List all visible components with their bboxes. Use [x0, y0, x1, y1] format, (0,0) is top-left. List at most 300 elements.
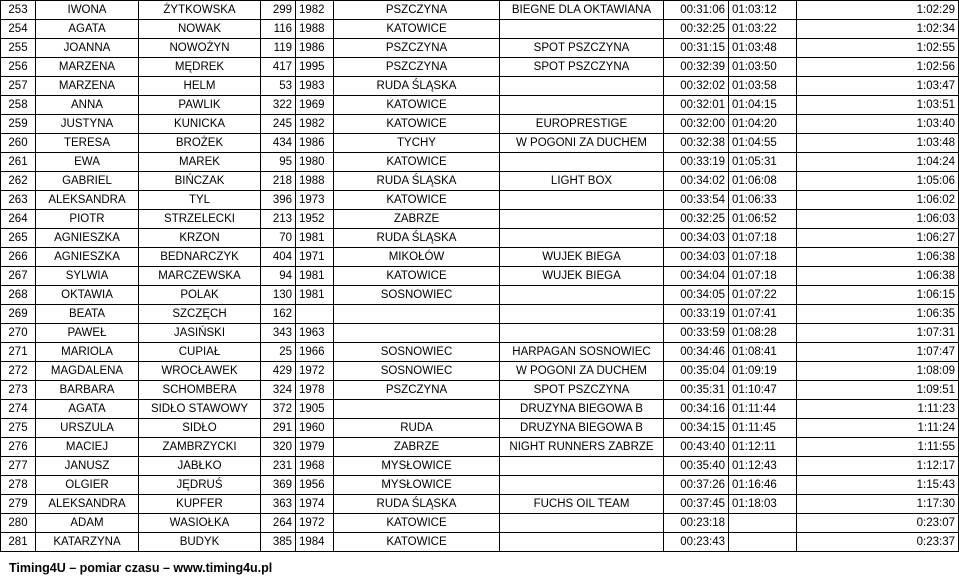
net-time-cell: 1:08:09 — [797, 362, 959, 381]
position-cell: 261 — [1, 153, 36, 172]
club-cell: NIGHT RUNNERS ZABRZE — [500, 438, 664, 457]
last-name-cell: POLAK — [139, 286, 261, 305]
gun-time-cell: 01:04:55 — [729, 134, 797, 153]
last-name-cell: BUDYK — [139, 533, 261, 552]
club-cell: SPOT PSZCZYNA — [500, 381, 664, 400]
last-name-cell: WROCŁAWEK — [139, 362, 261, 381]
last-name-cell: JABŁKO — [139, 457, 261, 476]
first-name-cell: EWA — [36, 153, 139, 172]
table-row — [1, 267, 959, 286]
birth-year-cell: 1981 — [296, 267, 334, 286]
table-row — [1, 1, 959, 20]
city-cell: PSZCZYNA — [334, 58, 500, 77]
split-time-cell: 00:35:04 — [664, 362, 729, 381]
city-cell: SOSNOWIEC — [334, 343, 500, 362]
city-cell: RUDA ŚLĄSKA — [334, 172, 500, 191]
first-name-cell: MACIEJ — [36, 438, 139, 457]
last-name-cell: ZAMBRZYCKI — [139, 438, 261, 457]
net-time-cell: 1:11:24 — [797, 419, 959, 438]
birth-year-cell: 1966 — [296, 343, 334, 362]
birth-year-cell: 1972 — [296, 362, 334, 381]
position-cell: 277 — [1, 457, 36, 476]
club-cell: BIEGNE DLA OKTAWIANA — [500, 1, 664, 20]
split-time-cell: 00:31:06 — [664, 1, 729, 20]
bib-number-cell: 372 — [261, 400, 296, 419]
gun-time-cell: 01:03:22 — [729, 20, 797, 39]
birth-year-cell: 1971 — [296, 248, 334, 267]
bib-number-cell: 434 — [261, 134, 296, 153]
first-name-cell: BARBARA — [36, 381, 139, 400]
split-time-cell: 00:34:46 — [664, 343, 729, 362]
city-cell: RUDA ŚLĄSKA — [334, 77, 500, 96]
net-time-cell: 1:02:56 — [797, 58, 959, 77]
city-cell: ZABRZE — [334, 438, 500, 457]
split-time-cell: 00:32:39 — [664, 58, 729, 77]
club-cell: W POGONI ZA DUCHEM — [500, 134, 664, 153]
gun-time-cell: 01:03:12 — [729, 1, 797, 20]
bib-number-cell: 231 — [261, 457, 296, 476]
split-time-cell: 00:23:18 — [664, 514, 729, 533]
bib-number-cell: 70 — [261, 229, 296, 248]
last-name-cell: KUPFER — [139, 495, 261, 514]
last-name-cell: NOWAK — [139, 20, 261, 39]
table-row — [1, 20, 959, 39]
gun-time-cell: 01:06:52 — [729, 210, 797, 229]
club-cell — [500, 305, 664, 324]
net-time-cell: 1:17:30 — [797, 495, 959, 514]
city-cell: KATOWICE — [334, 96, 500, 115]
position-cell: 273 — [1, 381, 36, 400]
birth-year-cell: 1960 — [296, 419, 334, 438]
table-row — [1, 248, 959, 267]
net-time-cell: 1:05:06 — [797, 172, 959, 191]
birth-year-cell: 1905 — [296, 400, 334, 419]
club-cell — [500, 286, 664, 305]
bib-number-cell: 245 — [261, 115, 296, 134]
split-time-cell: 00:32:01 — [664, 96, 729, 115]
city-cell: PSZCZYNA — [334, 381, 500, 400]
position-cell: 271 — [1, 343, 36, 362]
first-name-cell: AGNIESZKA — [36, 229, 139, 248]
table-row — [1, 476, 959, 495]
net-time-cell: 1:02:34 — [797, 20, 959, 39]
club-cell — [500, 153, 664, 172]
birth-year-cell: 1956 — [296, 476, 334, 495]
table-row — [1, 419, 959, 438]
position-cell: 254 — [1, 20, 36, 39]
gun-time-cell: 01:06:08 — [729, 172, 797, 191]
city-cell: MYSŁOWICE — [334, 476, 500, 495]
club-cell: EUROPRESTIGE — [500, 115, 664, 134]
club-cell — [500, 533, 664, 552]
net-time-cell: 0:23:37 — [797, 533, 959, 552]
last-name-cell: WASIOŁKA — [139, 514, 261, 533]
bib-number-cell: 291 — [261, 419, 296, 438]
first-name-cell: AGNIESZKA — [36, 248, 139, 267]
bib-number-cell: 322 — [261, 96, 296, 115]
city-cell: KATOWICE — [334, 115, 500, 134]
split-time-cell: 00:32:38 — [664, 134, 729, 153]
position-cell: 275 — [1, 419, 36, 438]
birth-year-cell: 1963 — [296, 324, 334, 343]
bib-number-cell: 385 — [261, 533, 296, 552]
last-name-cell: MARCZEWSKA — [139, 267, 261, 286]
birth-year-cell: 1972 — [296, 514, 334, 533]
last-name-cell: KRZON — [139, 229, 261, 248]
split-time-cell: 00:37:26 — [664, 476, 729, 495]
club-cell: SPOT PSZCZYNA — [500, 39, 664, 58]
net-time-cell: 1:06:02 — [797, 191, 959, 210]
net-time-cell: 1:06:27 — [797, 229, 959, 248]
club-cell: FUCHS OIL TEAM — [500, 495, 664, 514]
table-row — [1, 77, 959, 96]
city-cell — [334, 324, 500, 343]
position-cell: 267 — [1, 267, 36, 286]
table-row — [1, 115, 959, 134]
first-name-cell: ANNA — [36, 96, 139, 115]
position-cell: 279 — [1, 495, 36, 514]
position-cell: 266 — [1, 248, 36, 267]
gun-time-cell: 01:03:48 — [729, 39, 797, 58]
split-time-cell: 00:37:45 — [664, 495, 729, 514]
table-row — [1, 381, 959, 400]
position-cell: 265 — [1, 229, 36, 248]
last-name-cell: SIDŁO STAWOWY — [139, 400, 261, 419]
gun-time-cell: 01:03:58 — [729, 77, 797, 96]
results-body — [1, 1, 959, 552]
bib-number-cell: 25 — [261, 343, 296, 362]
position-cell: 259 — [1, 115, 36, 134]
first-name-cell: JANUSZ — [36, 457, 139, 476]
last-name-cell: SIDŁO — [139, 419, 261, 438]
table-row — [1, 514, 959, 533]
position-cell: 263 — [1, 191, 36, 210]
club-cell — [500, 457, 664, 476]
position-cell: 253 — [1, 1, 36, 20]
birth-year-cell: 1981 — [296, 286, 334, 305]
bib-number-cell: 130 — [261, 286, 296, 305]
club-cell: SPOT PSZCZYNA — [500, 58, 664, 77]
club-cell — [500, 514, 664, 533]
last-name-cell: BEDNARCZYK — [139, 248, 261, 267]
club-cell — [500, 210, 664, 229]
gun-time-cell: 01:12:11 — [729, 438, 797, 457]
city-cell: KATOWICE — [334, 533, 500, 552]
net-time-cell: 1:09:51 — [797, 381, 959, 400]
last-name-cell: PAWLIK — [139, 96, 261, 115]
bib-number-cell: 213 — [261, 210, 296, 229]
gun-time-cell: 01:09:19 — [729, 362, 797, 381]
city-cell: KATOWICE — [334, 20, 500, 39]
first-name-cell: TERESA — [36, 134, 139, 153]
first-name-cell: MARZENA — [36, 58, 139, 77]
first-name-cell: JOANNA — [36, 39, 139, 58]
city-cell: SOSNOWIEC — [334, 362, 500, 381]
table-row — [1, 343, 959, 362]
city-cell: KATOWICE — [334, 514, 500, 533]
position-cell: 269 — [1, 305, 36, 324]
bib-number-cell: 429 — [261, 362, 296, 381]
position-cell: 276 — [1, 438, 36, 457]
last-name-cell: ŻYTKOWSKA — [139, 1, 261, 20]
table-row — [1, 495, 959, 514]
bib-number-cell: 369 — [261, 476, 296, 495]
last-name-cell: MAREK — [139, 153, 261, 172]
position-cell: 262 — [1, 172, 36, 191]
position-cell: 260 — [1, 134, 36, 153]
bib-number-cell: 95 — [261, 153, 296, 172]
net-time-cell: 1:06:03 — [797, 210, 959, 229]
table-row — [1, 191, 959, 210]
club-cell — [500, 324, 664, 343]
birth-year-cell: 1968 — [296, 457, 334, 476]
table-row — [1, 400, 959, 419]
city-cell: MYSŁOWICE — [334, 457, 500, 476]
birth-year-cell: 1969 — [296, 96, 334, 115]
first-name-cell: URSZULA — [36, 419, 139, 438]
table-row — [1, 438, 959, 457]
gun-time-cell: 01:08:41 — [729, 343, 797, 362]
city-cell: ZABRZE — [334, 210, 500, 229]
bib-number-cell: 119 — [261, 39, 296, 58]
last-name-cell: MĘDREK — [139, 58, 261, 77]
table-row — [1, 305, 959, 324]
last-name-cell: STRZELECKI — [139, 210, 261, 229]
footer-text: Timing4U – pomiar czasu – www.timing4u.pl — [9, 561, 273, 575]
last-name-cell: TYL — [139, 191, 261, 210]
bib-number-cell: 404 — [261, 248, 296, 267]
table-row — [1, 457, 959, 476]
split-time-cell: 00:33:54 — [664, 191, 729, 210]
bib-number-cell: 324 — [261, 381, 296, 400]
first-name-cell: BEATA — [36, 305, 139, 324]
club-cell: W POGONI ZA DUCHEM — [500, 362, 664, 381]
first-name-cell: MARZENA — [36, 77, 139, 96]
birth-year-cell: 1973 — [296, 191, 334, 210]
split-time-cell: 00:34:03 — [664, 229, 729, 248]
table-row — [1, 58, 959, 77]
gun-time-cell: 01:11:45 — [729, 419, 797, 438]
last-name-cell: BIŃCZAK — [139, 172, 261, 191]
city-cell — [334, 305, 500, 324]
split-time-cell: 00:32:25 — [664, 20, 729, 39]
birth-year-cell — [296, 305, 334, 324]
first-name-cell: OKTAWIA — [36, 286, 139, 305]
net-time-cell: 1:15:43 — [797, 476, 959, 495]
split-time-cell: 00:31:15 — [664, 39, 729, 58]
table-row — [1, 39, 959, 58]
city-cell: RUDA — [334, 419, 500, 438]
last-name-cell: CUPIAŁ — [139, 343, 261, 362]
club-cell: DRUZYNA BIEGOWA B — [500, 400, 664, 419]
birth-year-cell: 1986 — [296, 39, 334, 58]
last-name-cell: NOWOŻYN — [139, 39, 261, 58]
split-time-cell: 00:34:05 — [664, 286, 729, 305]
bib-number-cell: 264 — [261, 514, 296, 533]
split-time-cell: 00:33:19 — [664, 305, 729, 324]
net-time-cell: 1:03:48 — [797, 134, 959, 153]
net-time-cell: 1:11:23 — [797, 400, 959, 419]
bib-number-cell: 116 — [261, 20, 296, 39]
net-time-cell: 1:02:29 — [797, 1, 959, 20]
position-cell: 255 — [1, 39, 36, 58]
bib-number-cell: 162 — [261, 305, 296, 324]
birth-year-cell: 1974 — [296, 495, 334, 514]
first-name-cell: ALEKSANDRA — [36, 191, 139, 210]
birth-year-cell: 1982 — [296, 115, 334, 134]
club-cell — [500, 20, 664, 39]
position-cell: 272 — [1, 362, 36, 381]
position-cell: 274 — [1, 400, 36, 419]
birth-year-cell: 1988 — [296, 20, 334, 39]
net-time-cell: 1:03:51 — [797, 96, 959, 115]
first-name-cell: MAGDALENA — [36, 362, 139, 381]
split-time-cell: 00:34:03 — [664, 248, 729, 267]
bib-number-cell: 94 — [261, 267, 296, 286]
city-cell: TYCHY — [334, 134, 500, 153]
first-name-cell: IWONA — [36, 1, 139, 20]
net-time-cell: 1:06:38 — [797, 267, 959, 286]
gun-time-cell: 01:10:47 — [729, 381, 797, 400]
table-row — [1, 172, 959, 191]
birth-year-cell: 1981 — [296, 229, 334, 248]
birth-year-cell: 1988 — [296, 172, 334, 191]
split-time-cell: 00:35:40 — [664, 457, 729, 476]
first-name-cell: AGATA — [36, 20, 139, 39]
table-row — [1, 153, 959, 172]
net-time-cell: 1:07:47 — [797, 343, 959, 362]
first-name-cell: SYLWIA — [36, 267, 139, 286]
club-cell: WUJEK BIEGA — [500, 267, 664, 286]
city-cell: SOSNOWIEC — [334, 286, 500, 305]
first-name-cell: PIOTR — [36, 210, 139, 229]
city-cell: PSZCZYNA — [334, 39, 500, 58]
split-time-cell: 00:35:31 — [664, 381, 729, 400]
bib-number-cell: 53 — [261, 77, 296, 96]
club-cell — [500, 476, 664, 495]
net-time-cell: 1:07:31 — [797, 324, 959, 343]
birth-year-cell: 1982 — [296, 1, 334, 20]
gun-time-cell: 01:07:22 — [729, 286, 797, 305]
bib-number-cell: 218 — [261, 172, 296, 191]
city-cell: KATOWICE — [334, 153, 500, 172]
city-cell — [334, 400, 500, 419]
position-cell: 268 — [1, 286, 36, 305]
table-row — [1, 533, 959, 552]
club-cell — [500, 96, 664, 115]
last-name-cell: SCHOMBERA — [139, 381, 261, 400]
table-row — [1, 229, 959, 248]
last-name-cell: SZCZĘCH — [139, 305, 261, 324]
net-time-cell: 1:06:38 — [797, 248, 959, 267]
net-time-cell: 1:03:47 — [797, 77, 959, 96]
gun-time-cell: 01:12:43 — [729, 457, 797, 476]
city-cell: KATOWICE — [334, 191, 500, 210]
bib-number-cell: 320 — [261, 438, 296, 457]
birth-year-cell: 1983 — [296, 77, 334, 96]
club-cell — [500, 229, 664, 248]
position-cell: 281 — [1, 533, 36, 552]
position-cell: 270 — [1, 324, 36, 343]
gun-time-cell: 01:07:18 — [729, 248, 797, 267]
position-cell: 278 — [1, 476, 36, 495]
split-time-cell: 00:34:15 — [664, 419, 729, 438]
club-cell: HARPAGAN SOSNOWIEC — [500, 343, 664, 362]
net-time-cell: 1:02:55 — [797, 39, 959, 58]
first-name-cell: PAWEŁ — [36, 324, 139, 343]
gun-time-cell: 01:04:20 — [729, 115, 797, 134]
bib-number-cell: 343 — [261, 324, 296, 343]
city-cell: RUDA ŚLĄSKA — [334, 495, 500, 514]
gun-time-cell: 01:16:46 — [729, 476, 797, 495]
split-time-cell: 00:33:59 — [664, 324, 729, 343]
net-time-cell: 1:06:35 — [797, 305, 959, 324]
first-name-cell: MARIOLA — [36, 343, 139, 362]
city-cell: KATOWICE — [334, 267, 500, 286]
last-name-cell: BROŻEK — [139, 134, 261, 153]
city-cell: MIKOŁÓW — [334, 248, 500, 267]
birth-year-cell: 1995 — [296, 58, 334, 77]
city-cell: RUDA ŚLĄSKA — [334, 229, 500, 248]
net-time-cell: 1:12:17 — [797, 457, 959, 476]
birth-year-cell: 1978 — [296, 381, 334, 400]
split-time-cell: 00:43:40 — [664, 438, 729, 457]
first-name-cell: GABRIEL — [36, 172, 139, 191]
birth-year-cell: 1980 — [296, 153, 334, 172]
net-time-cell: 1:04:24 — [797, 153, 959, 172]
split-time-cell: 00:32:25 — [664, 210, 729, 229]
birth-year-cell: 1979 — [296, 438, 334, 457]
club-cell — [500, 191, 664, 210]
position-cell: 258 — [1, 96, 36, 115]
split-time-cell: 00:33:19 — [664, 153, 729, 172]
first-name-cell: KATARZYNA — [36, 533, 139, 552]
gun-time-cell: 01:03:50 — [729, 58, 797, 77]
position-cell: 264 — [1, 210, 36, 229]
bib-number-cell: 363 — [261, 495, 296, 514]
split-time-cell: 00:23:43 — [664, 533, 729, 552]
gun-time-cell: 01:11:44 — [729, 400, 797, 419]
first-name-cell: OLGIER — [36, 476, 139, 495]
last-name-cell: JASIŃSKI — [139, 324, 261, 343]
last-name-cell: KUNICKA — [139, 115, 261, 134]
net-time-cell: 1:06:15 — [797, 286, 959, 305]
split-time-cell: 00:34:04 — [664, 267, 729, 286]
split-time-cell: 00:34:16 — [664, 400, 729, 419]
gun-time-cell: 01:18:03 — [729, 495, 797, 514]
table-row — [1, 134, 959, 153]
gun-time-cell: 01:07:41 — [729, 305, 797, 324]
position-cell: 280 — [1, 514, 36, 533]
bib-number-cell: 396 — [261, 191, 296, 210]
gun-time-cell: 01:04:15 — [729, 96, 797, 115]
net-time-cell: 0:23:07 — [797, 514, 959, 533]
gun-time-cell: 01:08:28 — [729, 324, 797, 343]
last-name-cell: JĘDRUŚ — [139, 476, 261, 495]
first-name-cell: ADAM — [36, 514, 139, 533]
city-cell: PSZCZYNA — [334, 1, 500, 20]
bib-number-cell: 417 — [261, 58, 296, 77]
net-time-cell: 1:03:40 — [797, 115, 959, 134]
gun-time-cell: 01:05:31 — [729, 153, 797, 172]
position-cell: 257 — [1, 77, 36, 96]
birth-year-cell: 1984 — [296, 533, 334, 552]
last-name-cell: HELM — [139, 77, 261, 96]
club-cell: WUJEK BIEGA — [500, 248, 664, 267]
net-time-cell: 1:11:55 — [797, 438, 959, 457]
gun-time-cell — [729, 533, 797, 552]
gun-time-cell: 01:07:18 — [729, 267, 797, 286]
